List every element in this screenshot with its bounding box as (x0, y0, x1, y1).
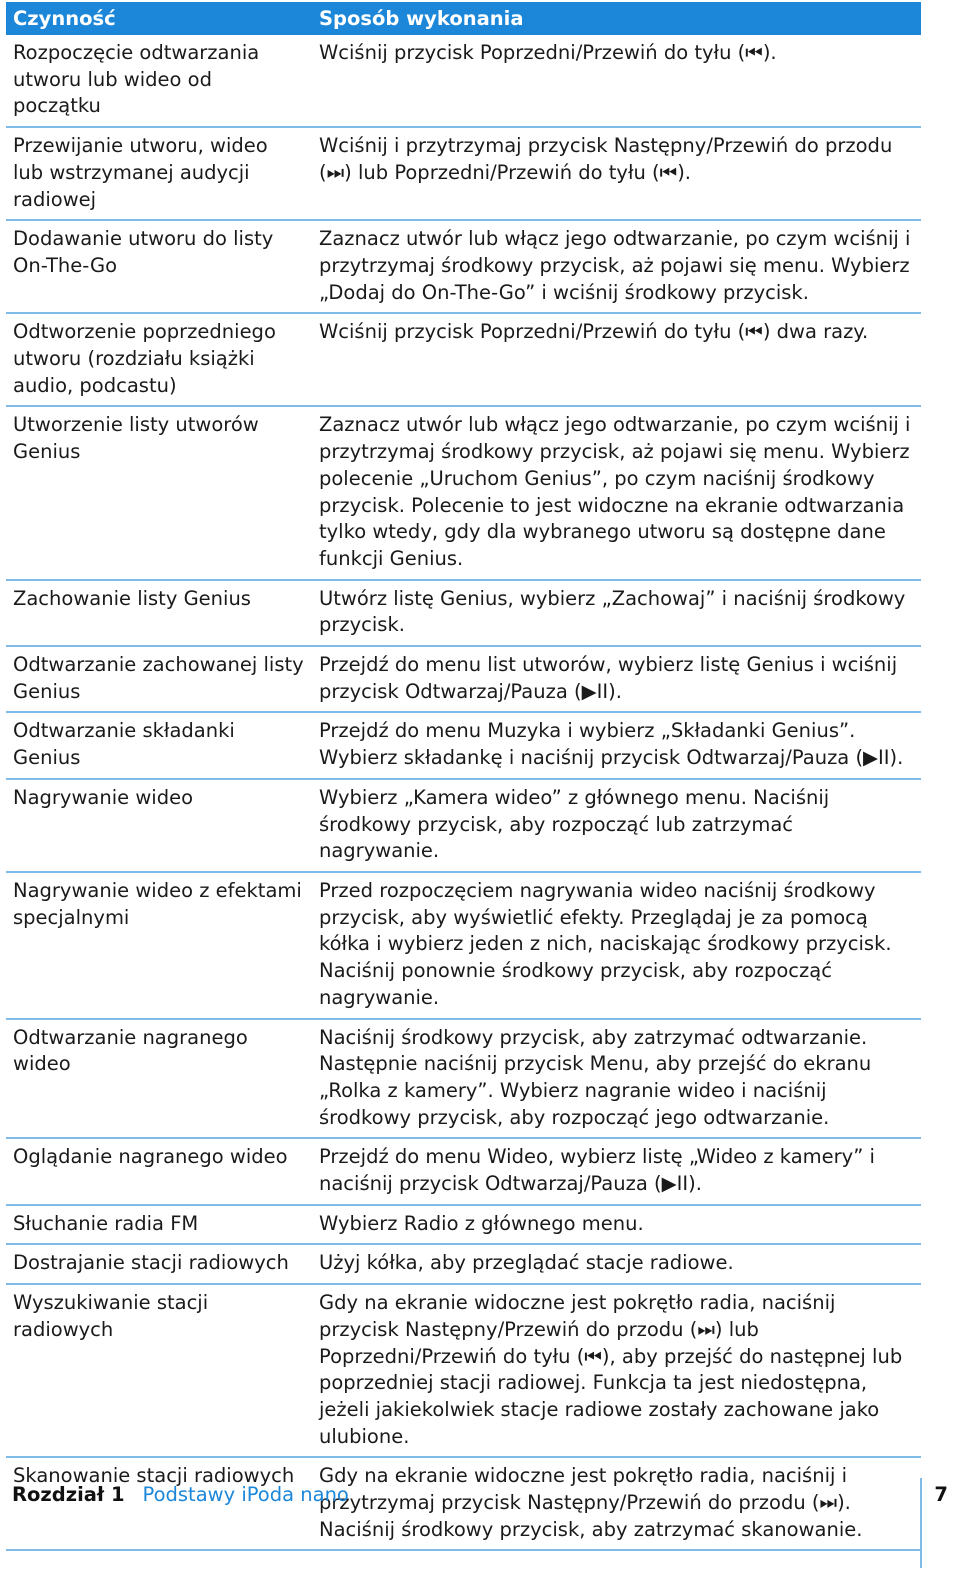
method-cell: Zaznacz utwór lub włącz jego odtwarzanie, po czym wciśnij i przytrzymaj środkowy przycisk, aż pojawi się menu. Wybierz „Dodaj do On-The-Go” i wciśnij środkowy przycisk. (312, 220, 921, 313)
footer-divider (920, 1478, 922, 1568)
table-row (6, 1138, 921, 1204)
action-cell: Skanowanie stacji radiowych (6, 1457, 312, 1550)
instructions-table (6, 2, 921, 1551)
action-cell: Odtwarzanie zachowanej listy Genius (6, 646, 312, 712)
chapter-title: Podstawy iPoda nano (142, 1483, 349, 1506)
method-cell: Wybierz Radio z głównego menu. (312, 1205, 921, 1245)
table-row (6, 1244, 921, 1284)
table-row (6, 35, 921, 127)
action-cell: Rozpoczęcie odtwarzania utworu lub wideo od początku (6, 35, 312, 127)
page-footer (12, 1482, 349, 1508)
header-method: Sposób wykonania (312, 2, 921, 35)
method-cell: Przejdź do menu list utworów, wybierz listę Genius i wciśnij przycisk Odtwarzaj/Pauza (▶︎II). (312, 646, 921, 712)
method-cell: Utwórz listę Genius, wybierz „Zachowaj” i naciśnij środkowy przycisk. (312, 580, 921, 646)
table-row (6, 1205, 921, 1245)
action-cell: Odtwarzanie nagranego wideo (6, 1019, 312, 1139)
table-row (6, 779, 921, 872)
chapter-label: Rozdział 1 (12, 1483, 125, 1506)
table-header-row (6, 2, 921, 35)
action-cell: Nagrywanie wideo z efektami specjalnymi (6, 872, 312, 1019)
table-row (6, 220, 921, 313)
action-cell: Słuchanie radia FM (6, 1205, 312, 1245)
method-cell: Gdy na ekranie widoczne jest pokrętło radia, naciśnij i przytrzymaj przycisk Następny/Przewiń do przodu (⏭). Naciśnij środkowy przycisk, aby zatrzymać skanowanie. (312, 1457, 921, 1550)
method-cell: Przejdź do menu Wideo, wybierz listę „Wideo z kamery” i naciśnij przycisk Odtwarzaj/Pauza (▶︎II). (312, 1138, 921, 1204)
table-row (6, 406, 921, 579)
method-cell: Zaznacz utwór lub włącz jego odtwarzanie, po czym wciśnij i przytrzymaj środkowy przycisk, aż pojawi się menu. Wybierz polecenie „Uruchom Genius”, po czym naciśnij środkowy przycisk. Polecenie to jest widoczne na ekranie odtwarzania tylko wtedy, gdy dla wybranego utworu są dostępne dane funkcji Genius. (312, 406, 921, 579)
action-cell: Dodawanie utworu do listy On-The-Go (6, 220, 312, 313)
table-row (6, 580, 921, 646)
table-row (6, 1019, 921, 1139)
table-row (6, 872, 921, 1019)
table-row (6, 712, 921, 778)
method-cell: Wybierz „Kamera wideo” z głównego menu. Naciśnij środkowy przycisk, aby rozpocząć lub zatrzymać nagrywanie. (312, 779, 921, 872)
method-cell: Użyj kółka, aby przeglądać stacje radiowe. (312, 1244, 921, 1284)
action-cell: Oglądanie nagranego wideo (6, 1138, 312, 1204)
action-cell: Odtwarzanie składanki Genius (6, 712, 312, 778)
action-cell: Nagrywanie wideo (6, 779, 312, 872)
action-cell: Utworzenie listy utworów Genius (6, 406, 312, 579)
method-cell: Wciśnij przycisk Poprzedni/Przewiń do tyłu (⏮) dwa razy. (312, 313, 921, 406)
action-cell: Przewijanie utworu, wideo lub wstrzymanej audycji radiowej (6, 127, 312, 220)
method-cell: Przejdź do menu Muzyka i wybierz „Składanki Genius”. Wybierz składankę i naciśnij przycisk Odtwarzaj/Pauza (▶︎II). (312, 712, 921, 778)
action-cell: Odtworzenie poprzedniego utworu (rozdziału książki audio, podcastu) (6, 313, 312, 406)
page-number: 7 (934, 1483, 948, 1506)
method-cell: Naciśnij środkowy przycisk, aby zatrzymać odtwarzanie. Następnie naciśnij przycisk Menu, aby przejść do ekranu „Rolka z kamery”. Wybierz nagranie wideo i naciśnij środkowy przycisk, aby rozpocząć jego odtwarzanie. (312, 1019, 921, 1139)
method-cell: Wciśnij i przytrzymaj przycisk Następny/Przewiń do przodu (⏭) lub Poprzedni/Przewiń do tyłu (⏮). (312, 127, 921, 220)
method-cell: Przed rozpoczęciem nagrywania wideo naciśnij środkowy przycisk, aby wyświetlić efekty. Przeglądaj je za pomocą kółka i wybierz jeden z nich, naciskając środkowy przycisk. Naciśnij ponownie środkowy przycisk, aby rozpocząć nagrywanie. (312, 872, 921, 1019)
action-cell: Dostrajanie stacji radiowych (6, 1244, 312, 1284)
table-row (6, 127, 921, 220)
header-action: Czynność (6, 2, 312, 35)
table-row (6, 1284, 921, 1457)
method-cell: Gdy na ekranie widoczne jest pokrętło radia, naciśnij przycisk Następny/Przewiń do przodu (⏭) lub Poprzedni/Przewiń do tyłu (⏮), aby przejść do następnej lub poprzedniej stacji radiowej. Funkcja ta jest niedostępna, jeżeli jakiekolwiek stacje radiowe zostały zachowane jako ulubione. (312, 1284, 921, 1457)
table-row (6, 646, 921, 712)
action-cell: Zachowanie listy Genius (6, 580, 312, 646)
table-row (6, 313, 921, 406)
method-cell: Wciśnij przycisk Poprzedni/Przewiń do tyłu (⏮). (312, 35, 921, 127)
action-cell: Wyszukiwanie stacji radiowych (6, 1284, 312, 1457)
